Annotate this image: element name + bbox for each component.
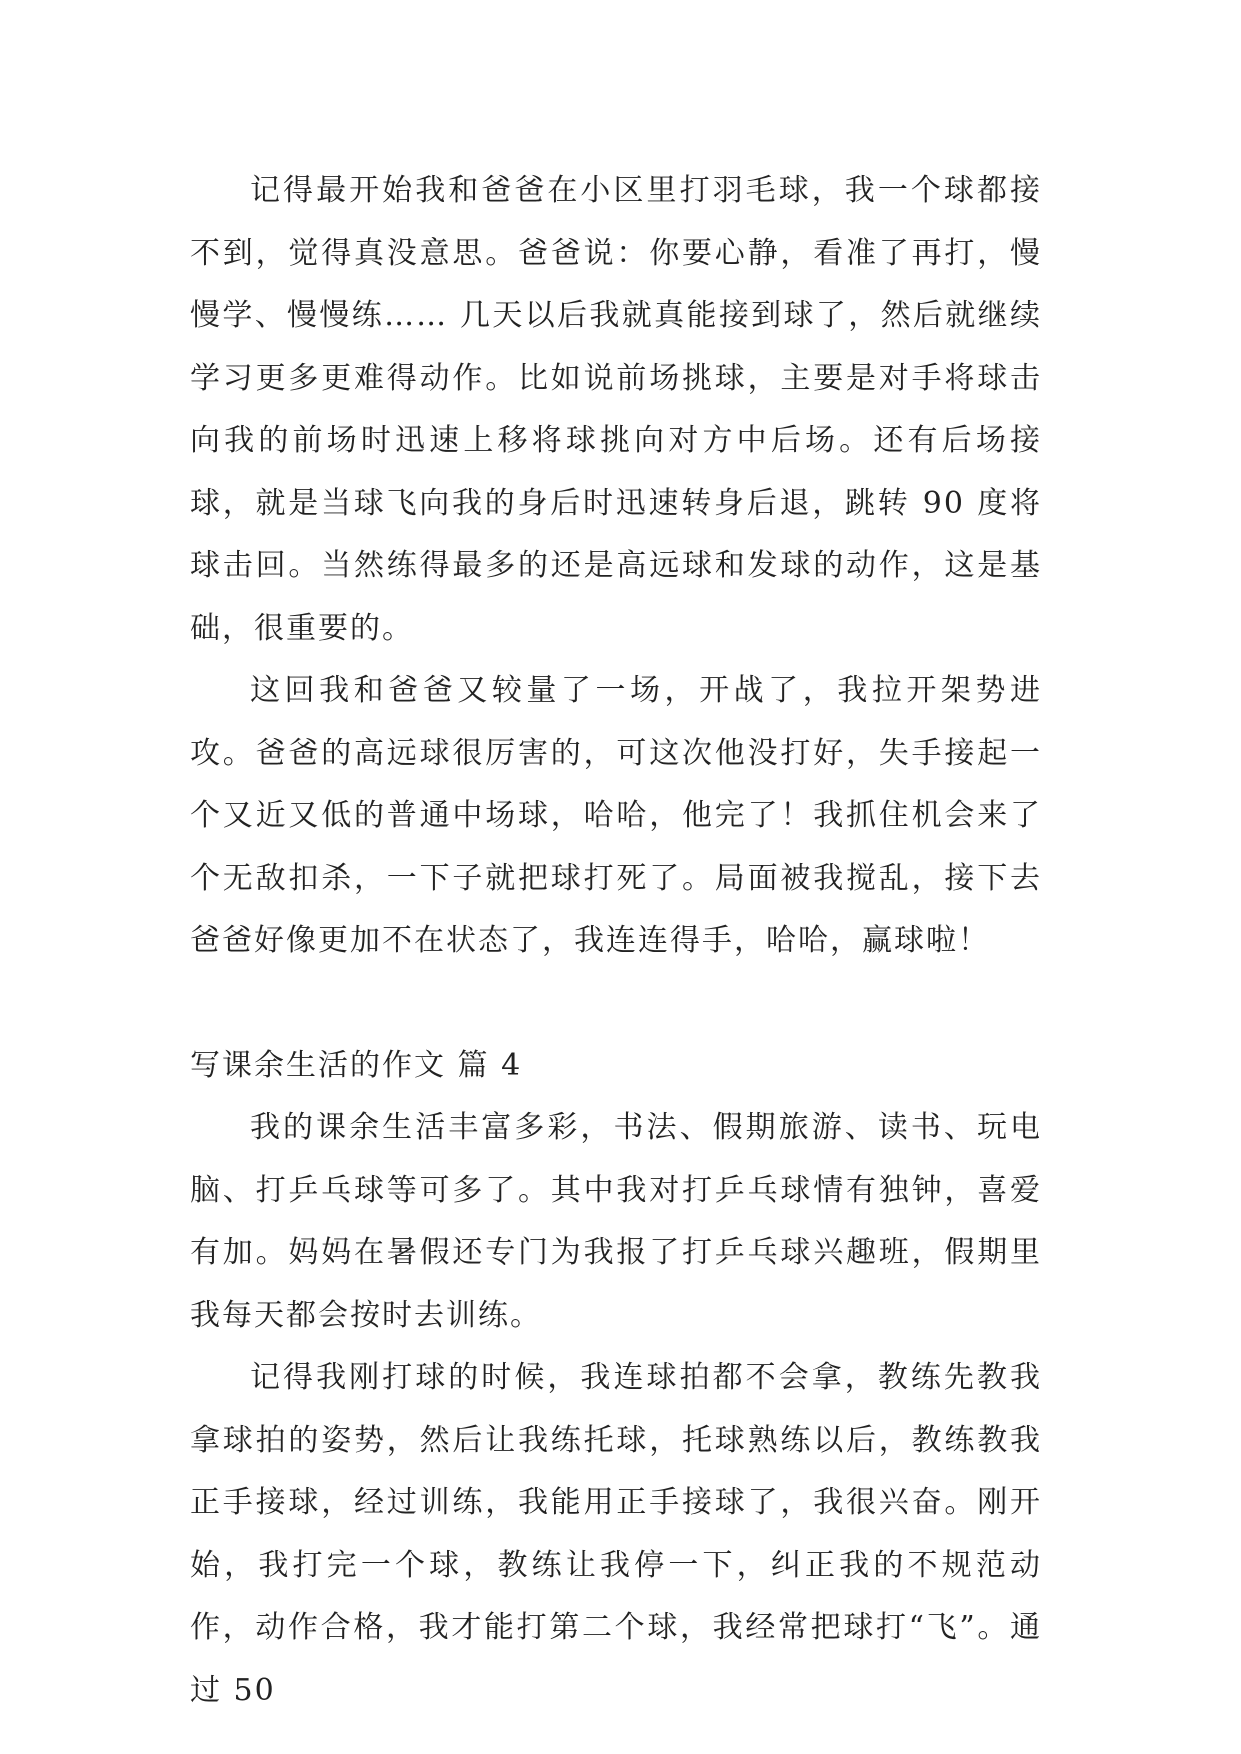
paragraph-table-tennis-training: 记得我刚打球的时候，我连球拍都不会拿，教练先教我拿球拍的姿势，然后让我练托球，托球熟练以后，教练教我正手接球，经过训练，我能用正手接球了，我很兴奋。刚开始，我打完一个球，教练让我停一下，纠正我的不规范动作，动作合格，我才能打第二个球，我经常把球打“飞”。通过 50	[190, 1360, 1042, 1708]
paragraph-badminton-practice: 记得最开始我和爸爸在小区里打羽毛球，我一个球都接不到，觉得真没意思。爸爸说：你要心静，看准了再打，慢慢学、慢慢练…… 几天以后我就真能接到球了，然后就继续学习更多更难得动作。比如说前场挑球，主要是对手将球击向我的前场时迅速上移将球挑向对方中后场。还有后场接球，就是当球飞向我的身后时迅速转身后退，跳转 90 度将球击回。当然练得最多的还是高远球和发球的动作，这是基础，很重要的。	[190, 173, 1042, 646]
paragraph-hobbies: 我的课余生活丰富多彩，书法、假期旅游、读书、玩电脑、打乒乓球等可多了。其中我对打乒乓球情有独钟，喜爱有加。妈妈在暑假还专门为我报了打乒乓球兴趣班，假期里我每天都会按时去训练。	[190, 1110, 1042, 1333]
document-body	[190, 160, 1042, 1722]
paragraph-badminton-match: 这回我和爸爸又较量了一场，开战了，我拉开架势进攻。爸爸的高远球很厉害的，可这次他没打好，失手接起一个又近又低的普通中场球，哈哈，他完了！我抓住机会来了个无敌扣杀，一下子就把球打死了。局面被我搅乱，接下去爸爸好像更加不在状态了，我连连得手，哈哈，赢球啦！	[190, 673, 1042, 958]
section-heading: 写课余生活的作文 篇 4	[190, 1047, 523, 1083]
